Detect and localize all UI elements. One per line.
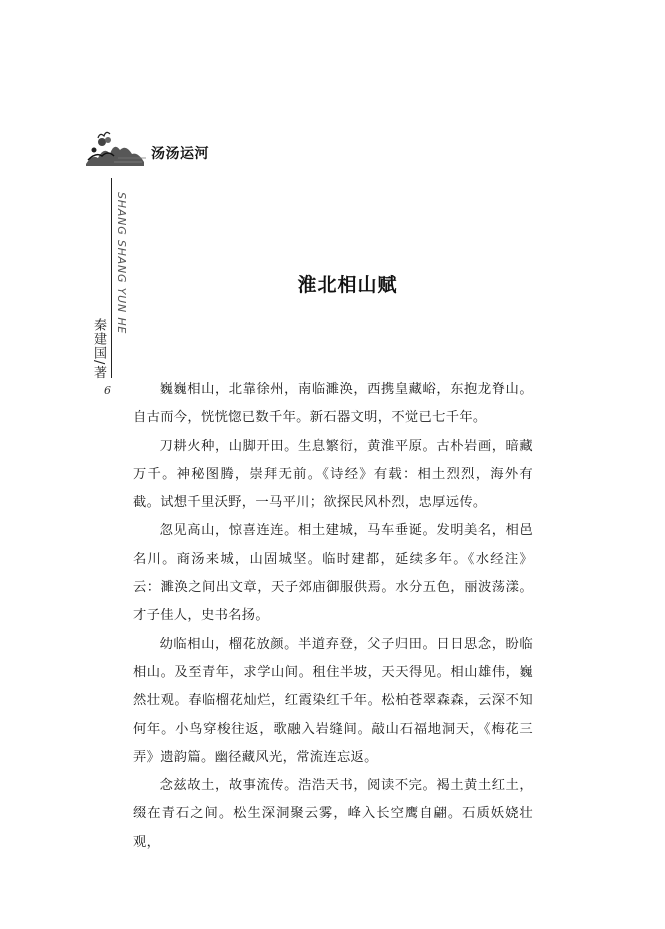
author-credit: 秦建国/著 <box>91 318 106 380</box>
paragraph: 念兹故土，故事流传。浩浩天书，阅读不完。褐土黄土红土，缀在青石之间。松生深洞聚云雾，峰入长空鹰自翩。石质妖娆壮观， <box>133 778 533 850</box>
series-pinyin: SHANG SHANG YUN HE <box>115 192 128 335</box>
series-title: 汤汤运河 <box>151 146 209 162</box>
page-number: 6 <box>104 384 111 397</box>
paragraph: 巍巍相山，北靠徐州，南临濉涣，西携皇藏峪，东抱龙脊山。自古而今，恍恍惚已数千年。新石器文明，不觉已七千年。 <box>133 382 533 426</box>
poem-body <box>133 376 533 857</box>
poem-title: 淮北相山赋 <box>297 274 398 296</box>
paragraph: 幼临相山，榴花放颜。半道弃登，父子归田。日日思念，盼临相山。及至青年，求学山间。租住半坡，天天得见。相山雄伟，巍然壮观。春临榴花灿烂，红霞染红千年。松柏苍翠森森，云深不知何年。小鸟穿梭往返，歌融入岩缝间。敲山石福地洞天，《梅花三弄》遗韵篇。幽径藏风光，常流连忘返。 <box>133 636 533 765</box>
paragraph: 忽见高山，惊喜连连。相土建城，马车垂诞。发明美名，相邑名川。商汤来城，山固城坚。临时建都，延续多年。《水经注》云：濉涣之间出文章，天子郊庙御服供焉。水分五色，丽波荡漾。才子佳人，史书名扬。 <box>133 523 533 624</box>
landscape-ink-icon <box>84 124 146 168</box>
paragraph: 刀耕火种，山脚开田。生息繁衍，黄淮平原。古朴岩画，暗藏万千。神秘图腾，崇拜无前。《诗经》有载：相土烈烈，海外有截。试想千里沃野，一马平川；欲探民风朴烈，忠厚远传。 <box>133 438 533 511</box>
